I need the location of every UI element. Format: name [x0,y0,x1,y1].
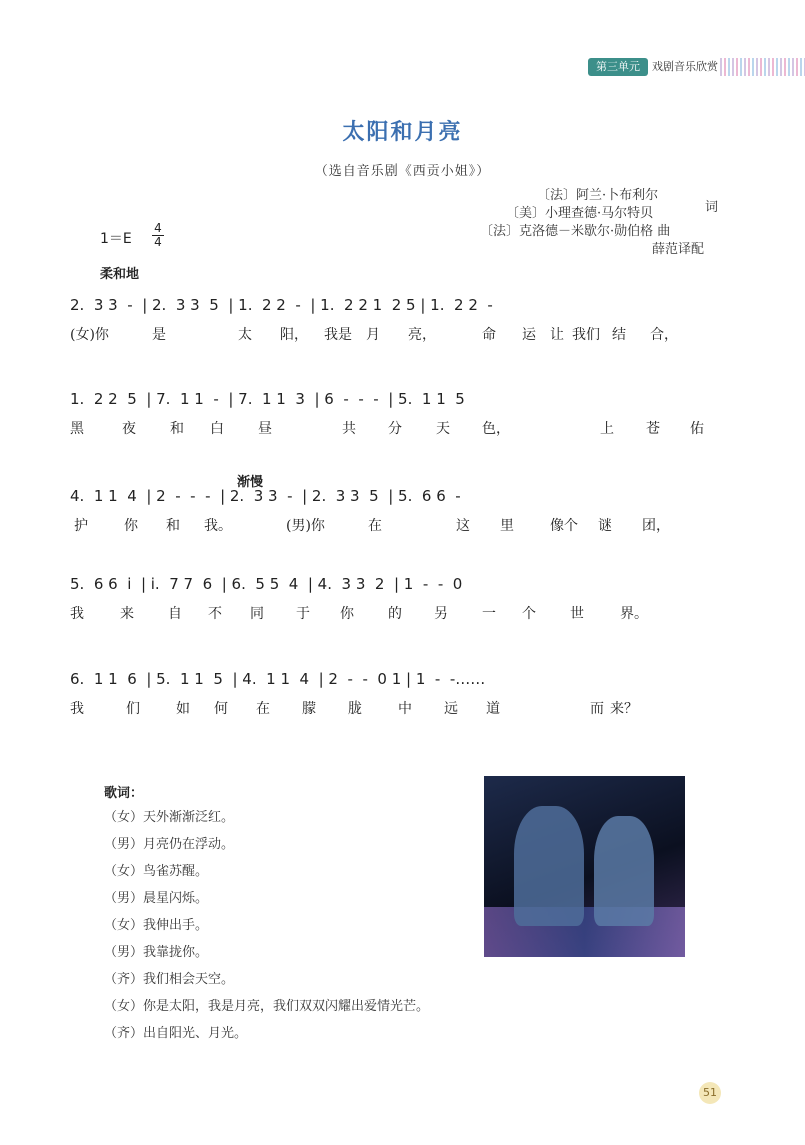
lyric-syllable: 色， [482,421,510,437]
lyric-line [70,418,730,442]
lyric-syllable: 胧 [348,701,362,717]
lyric-syllable: 朦 [302,701,316,717]
lyric-syllable: 在 [368,518,382,534]
lyric-syllable: 你 [340,606,354,622]
lyrics-line: （齐）出自阳光、月光。 [104,1026,248,1041]
lyric-syllable: 自 [168,606,182,622]
decorative-bars [720,58,805,76]
lyric-syllable: 同 [250,606,264,622]
tempo-marking: 柔和地 [100,267,140,282]
lyrics-heading: 歌词： [104,786,144,801]
ritardando-marking: 渐慢 [237,475,264,490]
lyric-syllable: 夜 [122,421,136,437]
lyric-syllable: 像个 [550,518,578,534]
lyric-syllable: 天 [436,421,450,437]
lyric-syllable: 和 [170,421,184,437]
lyric-syllable: 苍 [646,421,660,437]
lyric-line [70,698,730,722]
notation-line: 4. 1 1 4 | 2 - - - | 2. 3 3 - | 2. 3 3 5 | 5. 6 6 - [70,487,461,505]
lyric-syllable: 和 [166,518,180,534]
notation-line: 6. 1 1 6 | 5. 1 1 5 | 4. 1 1 4 | 2 - - 0 1 | 1 - -…… [70,670,486,688]
lyric-syllable: 亮， [408,327,436,343]
lyric-syllable: 如 [176,701,190,717]
lyric-syllable: 的 [388,606,402,622]
lyric-syllable: 不 [208,606,222,622]
lyrics-line: （女）你是太阳，我是月亮，我们双双闪耀出爱情光芒。 [104,999,430,1014]
notation-line: 2. 3 3 - | 2. 3 3 5 | 1. 2 2 - | 1. 2 2 1 2 5 | 1. 2 2 - [70,296,493,314]
lyric-syllable: 在 [256,701,270,717]
lyric-syllable: 是 [152,327,166,343]
lyric-syllable: 于 [296,606,310,622]
song-title: 太阳和月亮 [342,120,463,145]
photo-figure-man [514,806,584,926]
time-sig-bottom: 4 [154,235,162,249]
lyric-syllable: 让 [550,327,564,343]
key-signature: 1＝E [100,231,132,247]
credit-lyricist-1: 〔法〕阿兰·卜布利尔 [537,188,659,203]
lyric-syllable: 共 [342,421,356,437]
lyric-syllable: 而 [590,701,604,717]
lyric-syllable: 分 [388,421,402,437]
unit-badge: 第三单元 [588,58,648,76]
lyric-syllable: 远 [444,701,458,717]
credit-ci-mark: 词 [705,200,719,215]
lyrics-line: （男）晨星闪烁。 [104,891,209,906]
credit-lyricist-2: 〔美〕小理查德·马尔特贝 [506,206,654,221]
page-number: 51 [699,1082,721,1104]
lyric-syllable: 世 [570,606,584,622]
lyrics-line: （男）月亮仍在浮动。 [104,837,235,852]
lyric-syllable: 你 [124,518,138,534]
lyric-syllable: 另 [434,606,448,622]
lyric-syllable: 道 [486,701,500,717]
lyric-syllable: 太 [238,327,252,343]
credit-composer: 〔法〕克洛德－米歇尔·勋伯格 曲 [480,224,671,239]
lyric-syllable: 运 [522,327,536,343]
time-sig-top: 4 [154,221,162,235]
stage-photo [484,776,685,957]
lyric-syllable: 我 [70,701,84,717]
lyric-syllable: 里 [500,518,514,534]
lyric-syllable: 这 [456,518,470,534]
lyric-line [70,603,730,627]
notation-line: 5. 6 6 i | i. 7 7 6 | 6. 5 5 4 | 4. 3 3 2 | 1 - - 0 [70,575,463,593]
lyric-syllable: 命 [482,327,496,343]
lyric-syllable: 结 [612,327,626,343]
lyric-syllable: 我。 [204,518,232,534]
lyric-syllable: 团， [642,518,670,534]
lyrics-line: （女）我伸出手。 [104,918,209,933]
lyric-syllable: 阳， [280,327,308,343]
notation-line: 1. 2 2 5 | 7. 1 1 - | 7. 1 1 3 | 6 - - - | 5. 1 1 5 [70,390,465,408]
page-header [588,58,805,76]
lyric-line [70,324,730,348]
lyric-syllable: 中 [398,701,412,717]
lyric-syllable: 护 [74,518,88,534]
time-signature [152,222,164,249]
lyrics-line: （男）我靠拢你。 [104,945,209,960]
lyric-syllable: 个 [522,606,536,622]
section-title: 戏剧音乐欣赏 [652,60,718,73]
lyric-syllable: 合， [650,327,678,343]
lyric-syllable: 来？ [610,701,638,717]
lyric-syllable: 来 [120,606,134,622]
lyric-syllable: 黑 [70,421,84,437]
lyric-syllable: 们 [126,701,140,717]
song-subtitle: （选自音乐剧《西贡小姐》） [314,164,491,179]
lyric-syllable: (男)你 [286,518,325,534]
lyric-syllable: 何 [214,701,228,717]
lyric-line [70,515,730,539]
lyric-syllable: 我 [70,606,84,622]
lyric-syllable: 我们 [572,327,600,343]
lyric-syllable: 月 [366,327,380,343]
lyric-syllable: 界。 [620,606,648,622]
lyric-syllable: 上 [600,421,614,437]
lyric-syllable: 我是 [324,327,352,343]
lyric-syllable: 谜 [598,518,612,534]
lyric-syllable: (女)你 [70,327,109,343]
lyrics-line: （齐）我们相会天空。 [104,972,235,987]
lyric-syllable: 佑 [690,421,704,437]
credit-translator: 薛范译配 [652,242,705,257]
lyric-syllable: 一 [482,606,496,622]
lyric-syllable: 白 [210,421,224,437]
lyrics-line: （女）鸟雀苏醒。 [104,864,209,879]
lyric-syllable: 昼 [258,421,272,437]
photo-figure-woman [594,816,654,926]
lyrics-line: （女）天外渐渐泛红。 [104,810,235,825]
